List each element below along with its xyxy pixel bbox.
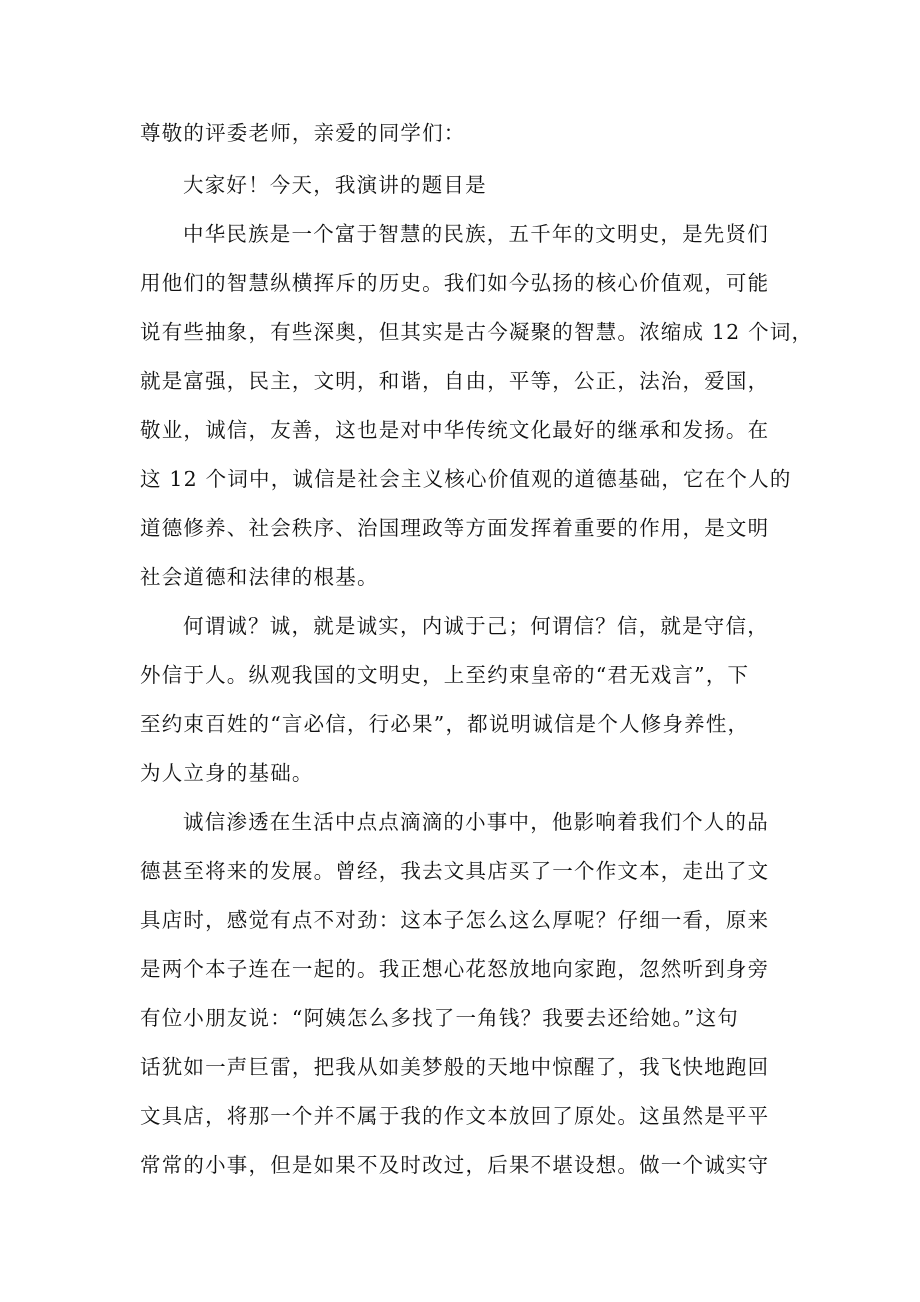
paragraph-line: 说有些抽象，有些深奥，但其实是古今凝聚的智慧。浓缩成 12 个词， [140, 320, 814, 344]
paragraph-line: 话犹如一声巨雷，把我从如美梦般的天地中惊醒了，我飞快地跑回 [140, 1055, 770, 1079]
paragraph-line: 道德修养、社会秩序、治国理政等方面发挥着重要的作用，是文明 [140, 516, 770, 540]
paragraph-line: 这 12 个词中，诚信是社会主义核心价值观的道德基础，它在个人的 [140, 467, 792, 491]
paragraph-line: 社会道德和法律的根基。 [140, 565, 379, 589]
paragraph-line: 为人立身的基础。 [140, 761, 314, 785]
opening-line: 大家好！今天，我演讲的题目是 [183, 173, 487, 197]
paragraph-line: 中华民族是一个富于智慧的民族，五千年的文明史，是先贤们 [183, 222, 769, 246]
paragraph-line: 诚信渗透在生活中点点滴滴的小事中，他影响着我们个人的品 [183, 810, 769, 834]
paragraph-line: 文具店，将那一个并不属于我的作文本放回了原处。这虽然是平平 [140, 1104, 770, 1128]
paragraph-line: 至约束百姓的“言必信，行必果”，都说明诚信是个人修身养性， [140, 712, 750, 736]
paragraph-line: 敬业，诚信，友善，这也是对中华传统文化最好的继承和发扬。在 [140, 418, 770, 442]
paragraph-line: 是两个本子连在一起的。我正想心花怒放地向家跑，忽然听到身旁 [140, 957, 770, 981]
paragraph-line: 何谓诚？诚，就是诚实，内诚于己；何谓信？信，就是守信， [183, 614, 769, 638]
paragraph-line: 用他们的智慧纵横挥斥的历史。我们如今弘扬的核心价值观，可能 [140, 271, 770, 295]
paragraph-line: 德甚至将来的发展。曾经，我去文具店买了一个作文本，走出了文 [140, 859, 770, 883]
paragraph-line: 有位小朋友说：“阿姨怎么多找了一角钱？我要去还给她。”这句 [140, 1006, 740, 1030]
paragraph-line: 常常的小事，但是如果不及时改过，后果不堪设想。做一个诚实守 [140, 1153, 770, 1177]
paragraph-line: 外信于人。纵观我国的文明史，上至约束皇帝的“君无戏言”，下 [140, 663, 750, 687]
paragraph-line: 就是富强，民主，文明，和谐，自由，平等，公正，法治，爱国， [140, 369, 770, 393]
paragraph-line: 具店时，感觉有点不对劲：这本子怎么这么厚呢？仔细一看，原来 [140, 908, 770, 932]
salutation-line: 尊敬的评委老师，亲爱的同学们： [140, 121, 466, 145]
